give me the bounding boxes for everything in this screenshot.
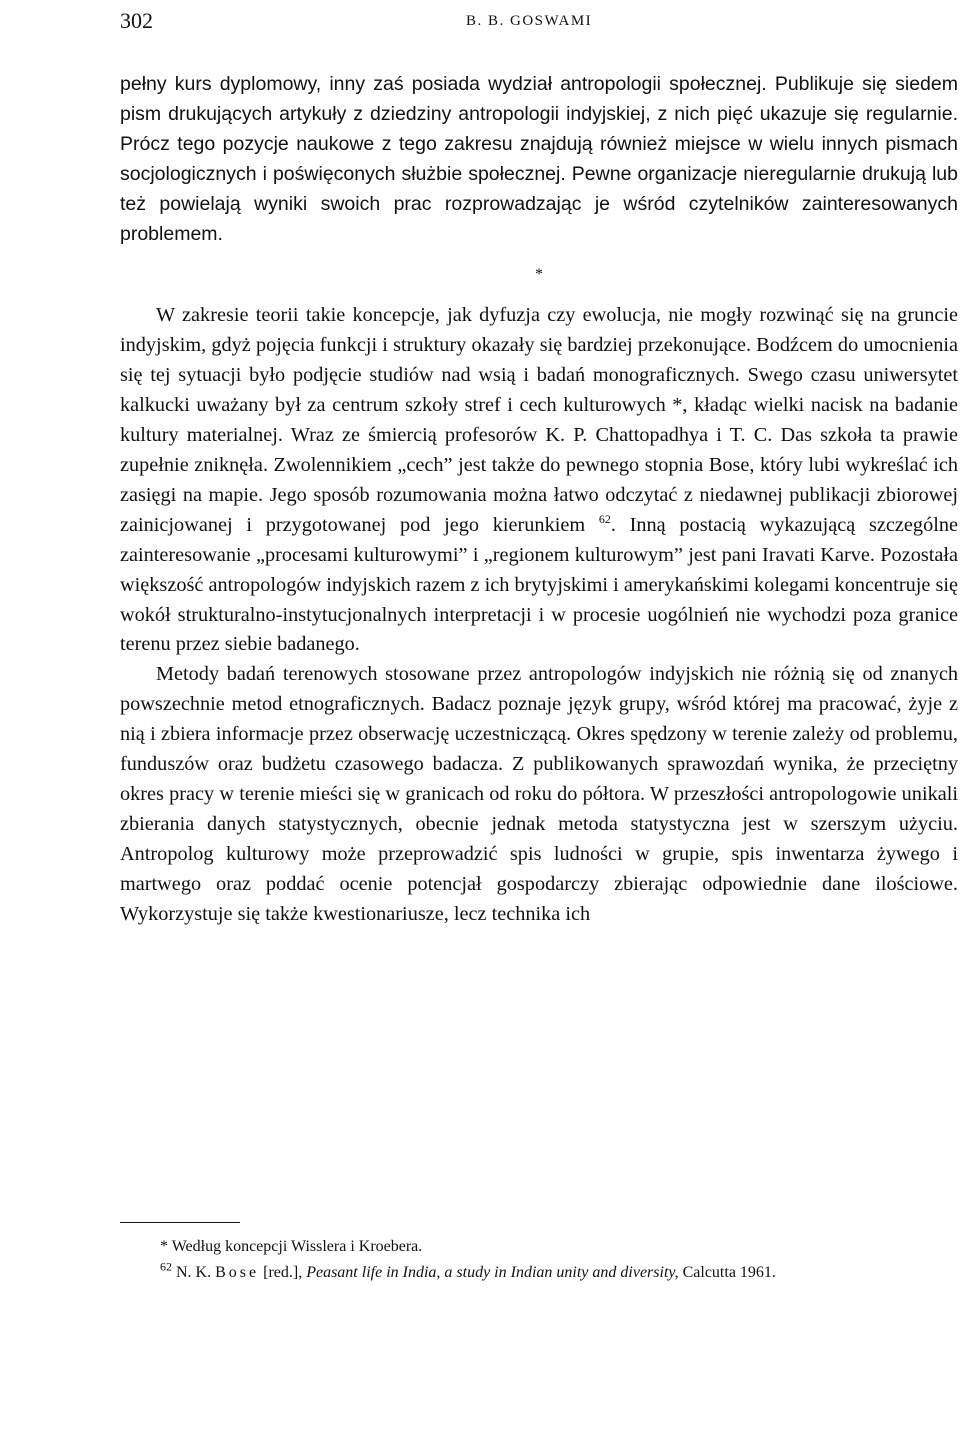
- footnote-62: [120, 1260, 958, 1286]
- footnote-rule: [120, 1222, 240, 1223]
- footnote-62-title: Peasant life in India, a study in Indian unity and diversity,: [306, 1264, 679, 1281]
- footnote-ref-62: 62: [598, 512, 611, 527]
- page-number: 302: [120, 8, 153, 33]
- footnote-62-initials: N. K.: [176, 1264, 212, 1281]
- running-head: [120, 8, 958, 38]
- paragraph-3: Metody badań terenowych stosowane przez antropologów indyjskich nie różnią się od znanych powszechnie metod etnograficznych. Badacz poznaje język grupy, wśród której ma pracować, żyje z nią i zbiera informacje przez obserwację uczestniczącą. Okres spędzony w terenie zależy od problemu, funduszów oraz budżetu czasowego badacza. Z publikowanych sprawozdań wynika, że przeciętny okres pracy w terenie mieści się w granicach od roku do półtora. W przeszłości antropologowie unikali zbierania danych statystycznych, obecnie jednak metoda statystyczna jest w szerszym użyciu. Antropolog kulturowy może przeprowadzić spis ludności w grupie, spis inwentarza żywego i martwego oraz poddać ocenie potencjał gospodarczy zbierając odpowiednie dane ilościowe. Wykorzystuje się także kwestionariusze, lecz technika ich: [120, 663, 958, 925]
- footnote-star: * Według koncepcji Wisslera i Kroebera.: [160, 1238, 423, 1255]
- paragraph-2-part-a: W zakresie teorii takie koncepcje, jak dyfuzja czy ewolucja, nie mogły rozwinąć się na gruncie indyjskim, gdyż pojęcia funkcji i struktury okazały się bardziej przekonujące. Bodźcem do umocnienia się tej sytuacji było podjęcie studiów nad wsią i badań monograficznych. Swego czasu uniwersytet kalkucki uważany był za centrum szkoły stref i cech kulturowych *, kładąc wielki nacisk na badanie kultury materialnej. Wraz ze śmiercią profesorów K. P. Chattopadhya i T. C. Das szkoła ta prawie zupełnie zniknęła. Zwolennikiem „cech” jest także do pewnego stopnia Bose, który lubi wykreślać ich zasięgi na mapie. Jego sposób rozumowania można łatwo odczytać z niedawnej publikacji zbiorowej zainicjowanej i przygotowanej pod jego kierunkiem: [120, 304, 958, 536]
- header-author: B. B. GOSWAMI: [466, 13, 593, 29]
- footnote-62-marker: 62: [160, 1259, 172, 1274]
- paragraph-2: [120, 301, 958, 660]
- section-separator: *: [535, 266, 543, 284]
- footnote-62-author: Bose: [215, 1264, 260, 1281]
- paragraph-2-part-b: . Inną postacią wykazującą szczególne zainteresowanie „procesami kulturowymi” i „regionem kulturowym” jest pani Iravati Karve. Pozostała większość antropologów indyjskich razem z ich brytyjskimi i amerykańskimi kolegami koncentruje się wokół strukturalno-instytucjonalnych interpretacji i w procesie uogólnień nie wychodzi poza granice terenu przez siebie badanego.: [120, 513, 958, 656]
- body-text: [120, 70, 958, 929]
- paragraph-1: pełny kurs dyplomowy, inny zaś posiada wydział antropologii społecznej. Publikuje się siedem pism drukujących artykuły z dziedziny antropologii indyjskiej, z nich pięć ukazuje się regularnie. Prócz tego pozycje naukowe z tego zakresu znajdują również miejsce w wielu innych pismach socjologicznych i poświęconych służbie społecznej. Pewne organizacje nieregularnie drukują lub też powielają wyniki swoich prac rozprowadzając je wśród czytelników zainteresowanych problemem.: [120, 73, 958, 245]
- footnotes: [120, 1234, 958, 1286]
- footnote-62-place: Calcutta 1961.: [682, 1264, 776, 1281]
- footnote-62-ed: [red.],: [263, 1264, 303, 1281]
